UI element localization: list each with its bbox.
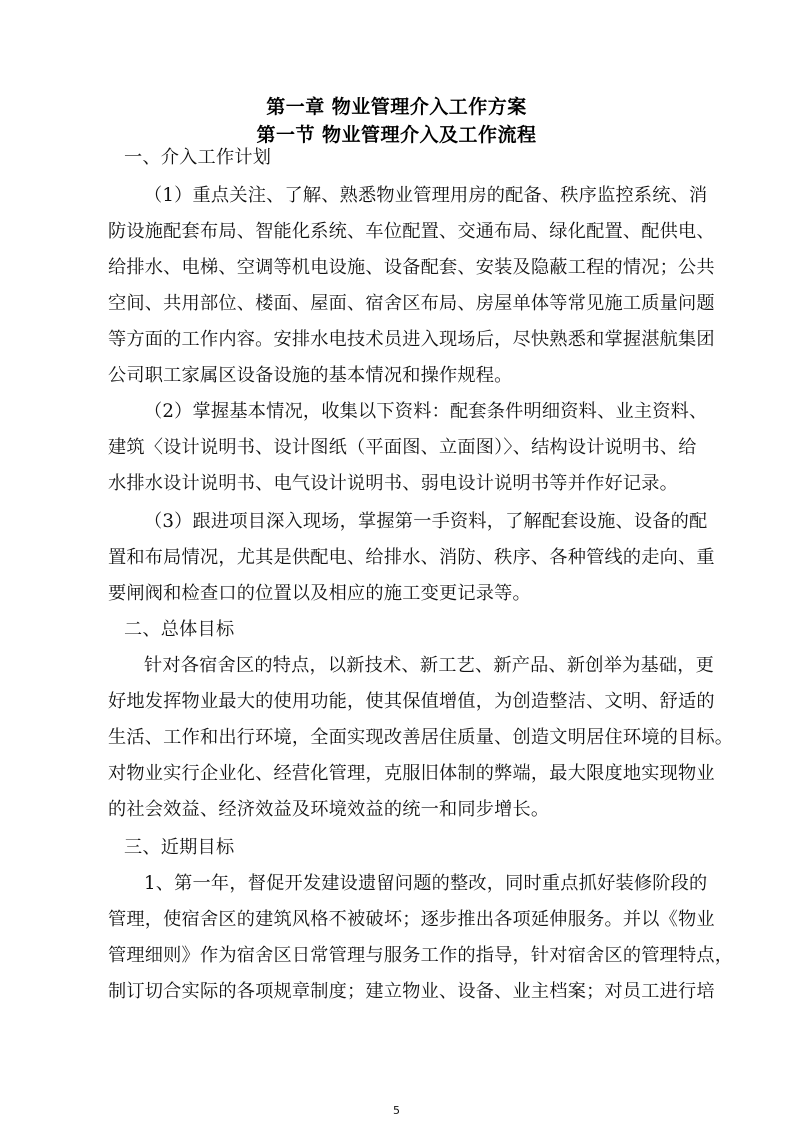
paragraph-line: 空间、共用部位、楼面、屋面、宿舍区布局、房屋单体等常见施工质量问题 [108, 293, 715, 314]
paragraph-line: 好地发挥物业最大的使用功能，使其保值增值，为创造整洁、文明、舒适的 [108, 691, 715, 712]
paragraph-line: 置和布局情况，尤其是供配电、给排水、消防、秩序、各种管线的走向、重 [108, 547, 715, 568]
paragraph-line: 管理细则》作为宿舍区日常管理与服务工作的指导，针对宿舍区的管理特点， [108, 945, 734, 966]
paragraph-line: 要闸阀和检查口的位置以及相应的施工变更记录等。 [108, 583, 531, 604]
paragraph-line: 生活、工作和出行环境，全面实现改善居住质量、创造文明居住环境的目标。 [108, 727, 734, 748]
section-heading-1: 一、介入工作计划 [124, 147, 272, 168]
paragraph-line: 水排水设计说明书、电气设计说明书、弱电设计说明书等并作好记录。 [108, 473, 679, 494]
section-heading-2: 二、总体目标 [124, 619, 235, 640]
paragraph-line: 公司职工家属区设备设施的基本情况和操作规程。 [108, 365, 513, 386]
paragraph-line: 建筑〈设计说明书、设计图纸（平面图、立面图）〉、结构设计说明书、给 [108, 437, 697, 458]
page-number: 5 [393, 1104, 400, 1117]
paragraph-line: （3）跟进项目深入现场，掌握第一手资料，了解配套设施、设备的配 [144, 511, 708, 532]
paragraph-line: 防设施配套布局、智能化系统、车位配置、交通布局、绿化配置、配供电、 [108, 221, 715, 242]
paragraph-line: 给排水、电梯、空调等机电设施、设备配套、安装及隐蔽工程的情况；公共 [108, 257, 715, 278]
paragraph-line: 制订切合实际的各项规章制度；建立物业、设备、业主档案；对员工进行培 [108, 981, 715, 1002]
paragraph-line: 管理，使宿舍区的建筑风格不被破坏；逐步推出各项延伸服务。并以《物业 [108, 909, 715, 930]
paragraph-line: （1）重点关注、了解、熟悉物业管理用房的配备、秩序监控系统、消 [144, 185, 708, 206]
paragraph-line: 等方面的工作内容。安排水电技术员进入现场后，尽快熟悉和掌握湛航集团 [108, 329, 715, 350]
paragraph-line: （2）掌握基本情况，收集以下资料：配套条件明细资料、业主资料、 [144, 401, 708, 422]
chapter-title: 第一章 物业管理介入工作方案 [266, 96, 527, 118]
paragraph-line: 1、第一年，督促开发建设遗留问题的整改，同时重点抓好装修阶段的 [144, 873, 708, 894]
paragraph-line: 针对各宿舍区的特点，以新技术、新工艺、新产品、新创举为基础，更 [144, 655, 715, 676]
section-title: 第一节 物业管理介入及工作流程 [256, 124, 537, 146]
paragraph-line: 对物业实行企业化、经营化管理，克服旧体制的弊端，最大限度地实现物业 [108, 763, 715, 784]
paragraph-line: 的社会效益、经济效益及环境效益的统一和同步增长。 [108, 799, 550, 820]
section-heading-3: 三、近期目标 [124, 837, 235, 858]
